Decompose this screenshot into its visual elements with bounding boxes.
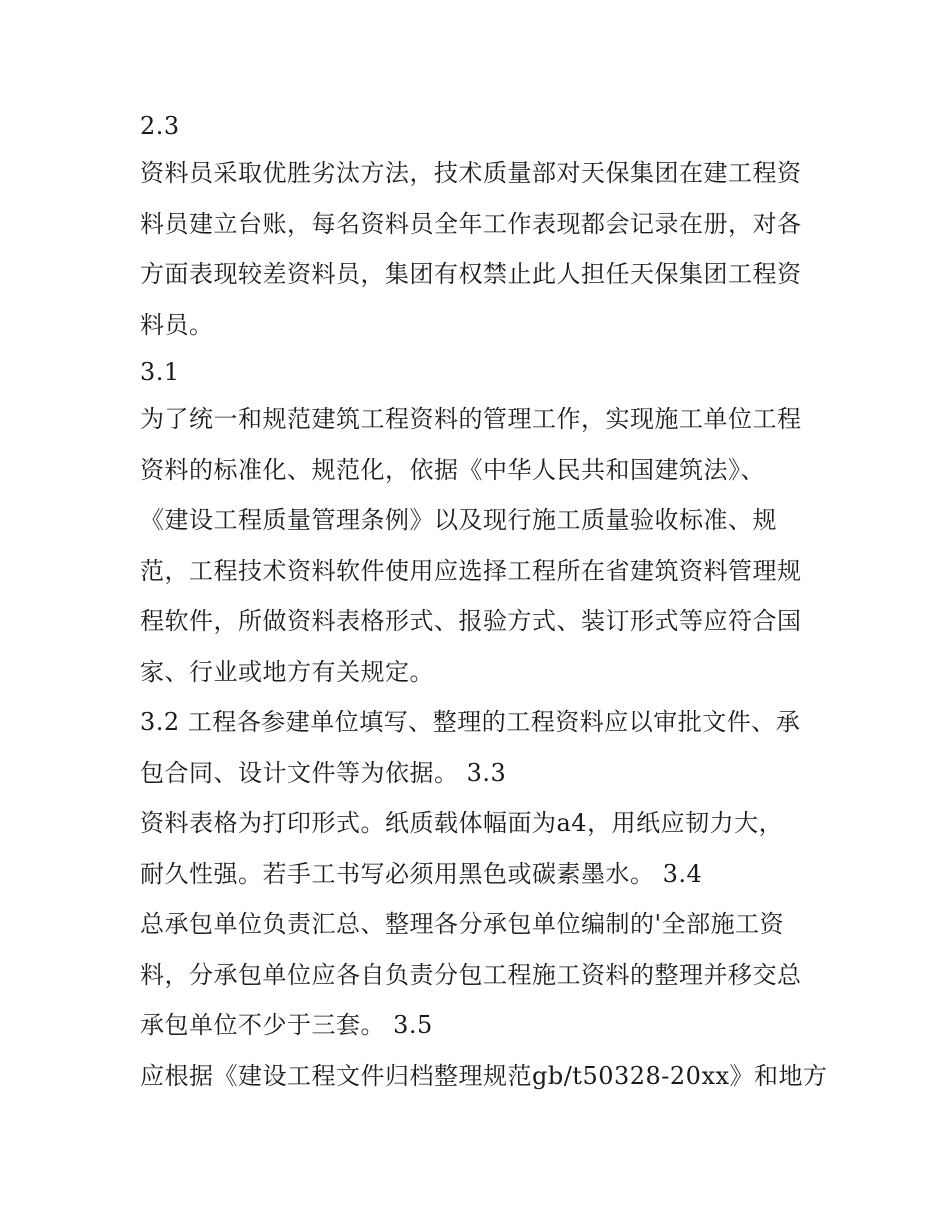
paragraph-line: 承包单位不少于三套。 3.5 [140,1011,433,1039]
paragraph-line: 料员建立台账，每名资料员全年工作表现都会记录在册，对各 [140,209,802,238]
paragraph-line: 方面表现较差资料员，集团有权禁止此人担任天保集团工程资 [140,260,802,288]
paragraph-line: 总承包单位负责汇总、整理各分承包单位编制的'全部施工资 [140,910,785,938]
section-number-2-3: 2.3 [140,112,180,140]
paragraph-line: 应根据《建设工程文件归档整理规范gb/t50328-20xx》和地方 [140,1061,828,1090]
paragraph-line: 程软件，所做资料表格形式、报验方式、装订形式等应符合国 [140,607,802,635]
paragraph-line: 资料员采取优胜劣汰方法，技术质量部对天保集团在建工程资 [140,159,802,187]
paragraph-line: 资料表格为打印形式。纸质载体幅面为a4，用纸应韧力大， [140,809,784,837]
paragraph-line: 范，工程技术资料软件使用应选择工程所在省建筑资料管理规 [140,556,802,585]
paragraph-line: 料员。 [140,310,214,339]
paragraph-line: 《建设工程质量管理条例》以及现行施工质量验收标准、规 [140,506,777,534]
paragraph-line: 为了统一和规范建筑工程资料的管理工作，实现施工单位工程 [140,405,802,433]
section-number-3-1: 3.1 [140,358,180,386]
paragraph-line: 料，分承包单位应各自负责分包工程施工资料的整理并移交总 [140,960,802,989]
paragraph-line: 包合同、设计文件等为依据。 3.3 [140,758,507,787]
paragraph-line: 资料的标准化、规范化，依据《中华人民共和国建筑法》、 [140,455,765,484]
document-body [140,104,828,1101]
paragraph-line: 耐久性强。若手工书写必须用黑色或碳素墨水。 3.4 [140,859,703,888]
paragraph-line: 3.2 工程各参建单位填写、整理的工程资料应以审批文件、承 [140,708,801,736]
paragraph-line: 家、行业或地方有关规定。 [140,657,434,686]
